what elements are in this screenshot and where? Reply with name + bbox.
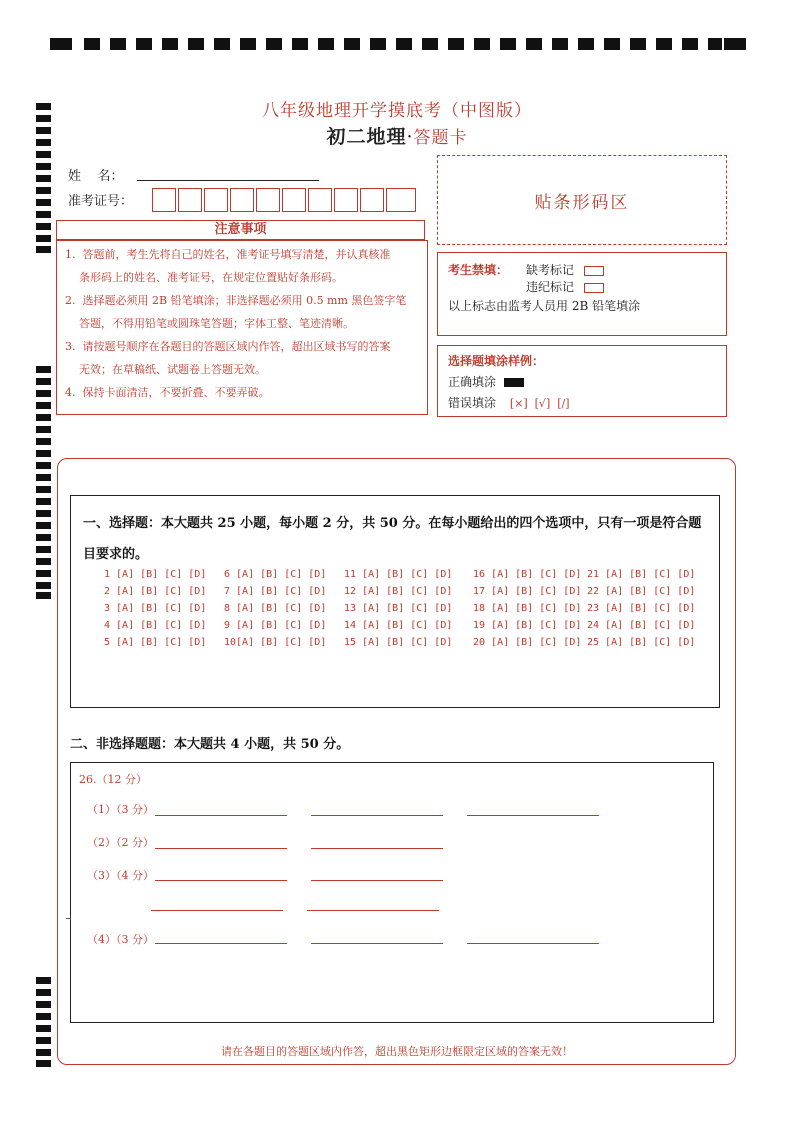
notice-title: 注意事项	[56, 220, 425, 240]
mc-question-23[interactable]: 23 [A] [B] [C] [D]	[587, 603, 696, 614]
violation-mark-box[interactable]	[584, 283, 604, 293]
proctor-marks-label: 考生禁填：	[448, 263, 509, 277]
card-title	[0, 122, 794, 149]
answer-line[interactable]	[307, 910, 439, 911]
timing-mark	[36, 510, 51, 517]
timing-mark	[136, 38, 152, 50]
timing-mark	[36, 1013, 51, 1020]
timing-mark	[318, 38, 334, 50]
answer-line[interactable]	[155, 880, 287, 881]
answer-line[interactable]	[311, 848, 443, 849]
filled-sample-block	[504, 378, 524, 387]
mc-question-14[interactable]: 14 [A] [B] [C] [D]	[344, 620, 453, 631]
timing-mark	[682, 38, 698, 50]
timing-mark	[578, 38, 594, 50]
mc-question-5[interactable]: 5 [A] [B] [C] [D]	[104, 637, 207, 648]
absent-mark-box[interactable]	[584, 266, 604, 276]
timing-mark	[36, 438, 51, 445]
digit-box[interactable]	[204, 188, 228, 212]
timing-mark	[474, 38, 490, 50]
timing-mark	[162, 38, 178, 50]
mc-question-16[interactable]: 16 [A] [B] [C] [D]	[473, 569, 582, 580]
card-title-subject: 初二地理	[326, 126, 407, 148]
timing-mark	[36, 163, 51, 170]
mc-question-13[interactable]: 13 [A] [B] [C] [D]	[344, 603, 453, 614]
name-label: 姓 名：	[68, 169, 124, 184]
violation-mark: 违纪标记	[526, 278, 604, 295]
timing-mark	[552, 38, 568, 50]
timing-mark	[36, 498, 51, 505]
q26-part3-label: （3）（4 分）	[87, 869, 154, 882]
timing-mark	[36, 582, 51, 589]
mc-question-3[interactable]: 3 [A] [B] [C] [D]	[104, 603, 207, 614]
timing-mark	[630, 38, 646, 50]
timing-mark	[36, 390, 51, 397]
margin-tick	[66, 918, 71, 919]
digit-box[interactable]	[230, 188, 254, 212]
timing-mark	[36, 1060, 51, 1067]
timing-mark	[36, 534, 51, 541]
answer-line[interactable]	[311, 815, 443, 816]
timing-mark	[36, 977, 51, 984]
mc-question-9[interactable]: 9 [A] [B] [C] [D]	[224, 620, 327, 631]
answer-line[interactable]	[467, 943, 599, 944]
notice-item-1: 1. 答题前，考生先将自己的姓名，准考证号填写清楚，并认真核准	[65, 248, 391, 261]
notice-item-2: 2. 选择题必须用 2B 铅笔填涂；非选择题必须用 0.5 mm 黑色签字笔	[65, 294, 407, 307]
timing-mark	[240, 38, 256, 50]
timing-mark	[36, 151, 51, 158]
q26-part4-label: （4）（3 分）	[87, 933, 154, 946]
timing-mark	[36, 235, 51, 242]
mc-question-18[interactable]: 18 [A] [B] [C] [D]	[473, 603, 582, 614]
timing-mark	[50, 38, 72, 50]
mc-question-6[interactable]: 6 [A] [B] [C] [D]	[224, 569, 327, 580]
timing-mark	[526, 38, 542, 50]
timing-mark	[36, 414, 51, 421]
timing-mark	[36, 450, 51, 457]
timing-mark	[36, 474, 51, 481]
notice-box	[56, 240, 428, 415]
timing-mark	[344, 38, 360, 50]
digit-box[interactable]	[308, 188, 332, 212]
proctor-marks-box	[437, 252, 727, 336]
digit-box[interactable]	[152, 188, 176, 212]
notice-item-4: 4. 保持卡面清洁，不要折叠、不要弄破。	[65, 386, 270, 399]
fill-sample-label: 选择题填涂样例：	[448, 354, 545, 368]
exam-number-boxes[interactable]	[152, 188, 416, 212]
mc-question-24[interactable]: 24 [A] [B] [C] [D]	[587, 620, 696, 631]
card-title-card: 答题卡	[413, 128, 468, 148]
timing-mark	[36, 989, 51, 996]
timing-mark	[36, 546, 51, 553]
timing-mark	[500, 38, 516, 50]
mc-question-8[interactable]: 8 [A] [B] [C] [D]	[224, 603, 327, 614]
fill-sample-box	[437, 345, 727, 417]
digit-box[interactable]	[256, 188, 280, 212]
correct-fill: 正确填涂	[448, 373, 524, 390]
mc-question-15[interactable]: 15 [A] [B] [C] [D]	[344, 637, 453, 648]
exam-title: 八年级地理开学摸底考（中图版）	[262, 101, 532, 121]
notice-item-3-cont: 无效；在草稿纸、试题卷上答题无效。	[79, 363, 266, 376]
mc-question-10[interactable]: 10[A] [B] [C] [D]	[224, 637, 327, 648]
timing-mark	[36, 462, 51, 469]
name-field[interactable]	[137, 180, 319, 181]
digit-box[interactable]	[282, 188, 306, 212]
timing-mark	[604, 38, 620, 50]
timing-mark	[84, 38, 100, 50]
timing-mark	[214, 38, 230, 50]
barcode-label: 贴条形码区	[534, 193, 630, 213]
timing-mark	[36, 570, 51, 577]
timing-mark	[36, 211, 51, 218]
mc-question-19[interactable]: 19 [A] [B] [C] [D]	[473, 620, 582, 631]
timing-mark	[36, 486, 51, 493]
q26-part1-label: （1）（3 分）	[87, 803, 154, 816]
timing-mark	[292, 38, 308, 50]
timing-mark	[708, 38, 722, 50]
timing-mark	[724, 38, 746, 50]
answer-line[interactable]	[467, 815, 599, 816]
question-26-box	[70, 762, 714, 1023]
timing-mark	[370, 38, 386, 50]
timing-mark	[36, 246, 51, 253]
multiple-choice-section	[70, 495, 720, 708]
timing-mark	[448, 38, 464, 50]
footer-warning: 请在各题目的答题区域内作答，超出黑色矩形边框限定区域的答案无效！	[221, 1045, 573, 1058]
card-title-separator: ·	[406, 126, 414, 148]
top-timing-marks	[50, 38, 746, 50]
digit-box[interactable]	[386, 188, 416, 212]
barcode-area[interactable]	[437, 155, 727, 245]
timing-mark	[110, 38, 126, 50]
exam-number-label: 准考证号：	[68, 194, 134, 209]
mc-question-22[interactable]: 22 [A] [B] [C] [D]	[587, 586, 696, 597]
answer-line[interactable]	[155, 815, 287, 816]
timing-mark	[36, 187, 51, 194]
timing-mark	[36, 1001, 51, 1008]
timing-mark	[36, 402, 51, 409]
mc-question-25[interactable]: 25 [A] [B] [C] [D]	[587, 637, 696, 648]
mc-question-1[interactable]: 1 [A] [B] [C] [D]	[104, 569, 207, 580]
answer-line[interactable]	[155, 943, 287, 944]
timing-mark	[36, 1025, 51, 1032]
notice-item-3: 3. 请按题号顺序在各题目的答题区域内作答，超出区域书写的答案	[65, 340, 391, 353]
mc-question-12[interactable]: 12 [A] [B] [C] [D]	[344, 586, 453, 597]
timing-mark	[36, 522, 51, 529]
wrong-fill-examples: [×] [√] [/]	[509, 397, 570, 410]
timing-mark	[266, 38, 282, 50]
timing-mark	[396, 38, 412, 50]
mc-question-21[interactable]: 21 [A] [B] [C] [D]	[587, 569, 696, 580]
q26-title: 26.（12 分）	[79, 773, 147, 786]
notice-item-2-cont: 答题，不得用铅笔或圆珠笔答题；字体工整、笔迹清晰。	[79, 317, 354, 330]
answer-line[interactable]	[311, 880, 443, 881]
wrong-fill: 错误填涂 [×] [√] [/]	[448, 396, 570, 410]
mc-question-2[interactable]: 2 [A] [B] [C] [D]	[104, 586, 207, 597]
digit-box[interactable]	[334, 188, 358, 212]
section1-title: 一、选择题：本大题共 25 小题，每小题 2 分，共 50 分。在每小题给出的四个选项中，只有一项是符合题目要求的。	[83, 516, 702, 562]
digit-box[interactable]	[360, 188, 384, 212]
absent-mark: 缺考标记	[526, 261, 604, 278]
notice-item-1-cont: 条形码上的姓名、准考证号，在规定位置贴好条形码。	[79, 271, 343, 284]
section2-title: 二、非选择题题：本大题共 4 小题，共 50 分。	[70, 737, 350, 752]
mc-question-20[interactable]: 20 [A] [B] [C] [D]	[473, 637, 582, 648]
mc-question-17[interactable]: 17 [A] [B] [C] [D]	[473, 586, 582, 597]
timing-mark	[36, 199, 51, 206]
timing-mark	[36, 592, 51, 599]
digit-box[interactable]	[178, 188, 202, 212]
mc-question-11[interactable]: 11 [A] [B] [C] [D]	[344, 569, 453, 580]
mc-question-4[interactable]: 4 [A] [B] [C] [D]	[104, 620, 207, 631]
timing-mark	[188, 38, 204, 50]
timing-mark	[422, 38, 438, 50]
answer-line[interactable]	[155, 848, 287, 849]
timing-mark	[656, 38, 672, 50]
answer-line[interactable]	[151, 910, 283, 911]
timing-mark	[36, 175, 51, 182]
side-timing-marks-middle	[36, 366, 51, 598]
timing-mark	[36, 223, 51, 230]
q26-part2-label: （2）（2 分）	[87, 836, 154, 849]
timing-mark	[36, 426, 51, 433]
proctor-note: 以上标志由监考人员用 2B 铅笔填涂	[448, 299, 641, 313]
timing-mark	[36, 558, 51, 565]
timing-mark	[36, 366, 51, 373]
timing-mark	[36, 378, 51, 385]
answer-line[interactable]	[311, 943, 443, 944]
mc-question-7[interactable]: 7 [A] [B] [C] [D]	[224, 586, 327, 597]
